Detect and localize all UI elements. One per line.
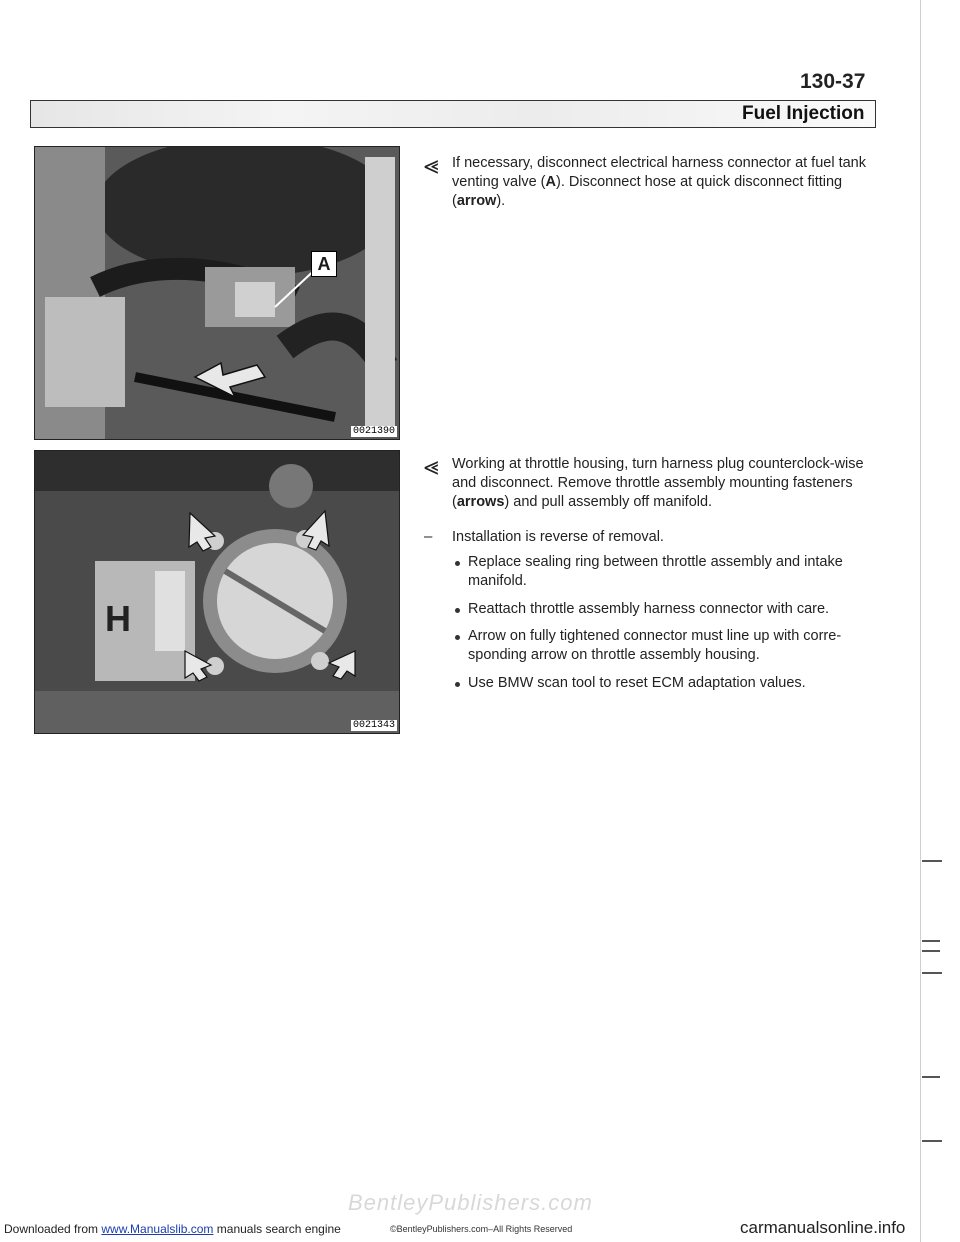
publisher-watermark: BentleyPublishers.com xyxy=(348,1190,593,1215)
photo-throttle-housing xyxy=(34,450,400,734)
bullet-item: Reattach throttle assembly harness connector with care. xyxy=(468,601,830,617)
margin-mark xyxy=(922,1140,942,1142)
bullet-item: Arrow on fully tightened connector must line up with corre-sponding arrow on throttle assembly housing. xyxy=(468,628,842,663)
page-number: 130-37 xyxy=(800,70,866,93)
bullet-icon xyxy=(455,608,460,613)
dash-marker: – xyxy=(424,528,433,545)
photo-2-illustration xyxy=(35,451,399,733)
site-watermark: carmanualsonline.info xyxy=(740,1218,906,1237)
bullet-item: Use BMW scan tool to reset ECM adaptation values. xyxy=(468,675,806,691)
instruction-step-3: Installation is reverse of removal. xyxy=(452,529,664,545)
svg-text:H: H xyxy=(105,598,131,639)
margin-mark xyxy=(922,860,942,862)
margin-mark xyxy=(922,950,940,952)
margin-mark xyxy=(922,972,942,974)
download-notice: Downloaded from www.Manualslib.com manuals search engine xyxy=(4,1222,341,1236)
bullet-icon xyxy=(455,561,460,566)
bullet-item: Replace sealing ring between throttle assembly and intake manifold. xyxy=(468,554,843,589)
page-edge-line xyxy=(920,0,921,1242)
margin-mark xyxy=(922,1076,940,1078)
section-title: Fuel Injection xyxy=(742,103,865,124)
figure-id: 0021390 xyxy=(352,426,395,437)
bullet-icon xyxy=(455,635,460,640)
pointer-arrow-icon: ⪡ xyxy=(424,450,439,480)
callout-label-a: A xyxy=(311,251,337,277)
pointer-arrow-icon: ⪡ xyxy=(424,149,439,179)
photo-fuel-tank-venting-valve xyxy=(34,146,400,440)
margin-mark xyxy=(922,940,940,942)
instruction-step-2: Working at throttle housing, turn harness plug counterclock-wise and disconnect. Remove throttle assembly mounting fasteners (arrows) and pull assembly off manifold. xyxy=(452,456,864,510)
bullet-icon xyxy=(455,682,460,687)
figure-id: 0021343 xyxy=(352,720,395,731)
instruction-step-1: If necessary, disconnect electrical harness connector at fuel tank venting valve (A). Disconnect hose at quick disconnect fitting (arrow). xyxy=(452,155,867,209)
photo-1-illustration xyxy=(35,147,399,439)
manualslib-link[interactable]: www.Manualslib.com xyxy=(101,1222,214,1236)
copyright-notice: ©BentleyPublishers.com–All Rights Reserved xyxy=(390,1224,573,1234)
